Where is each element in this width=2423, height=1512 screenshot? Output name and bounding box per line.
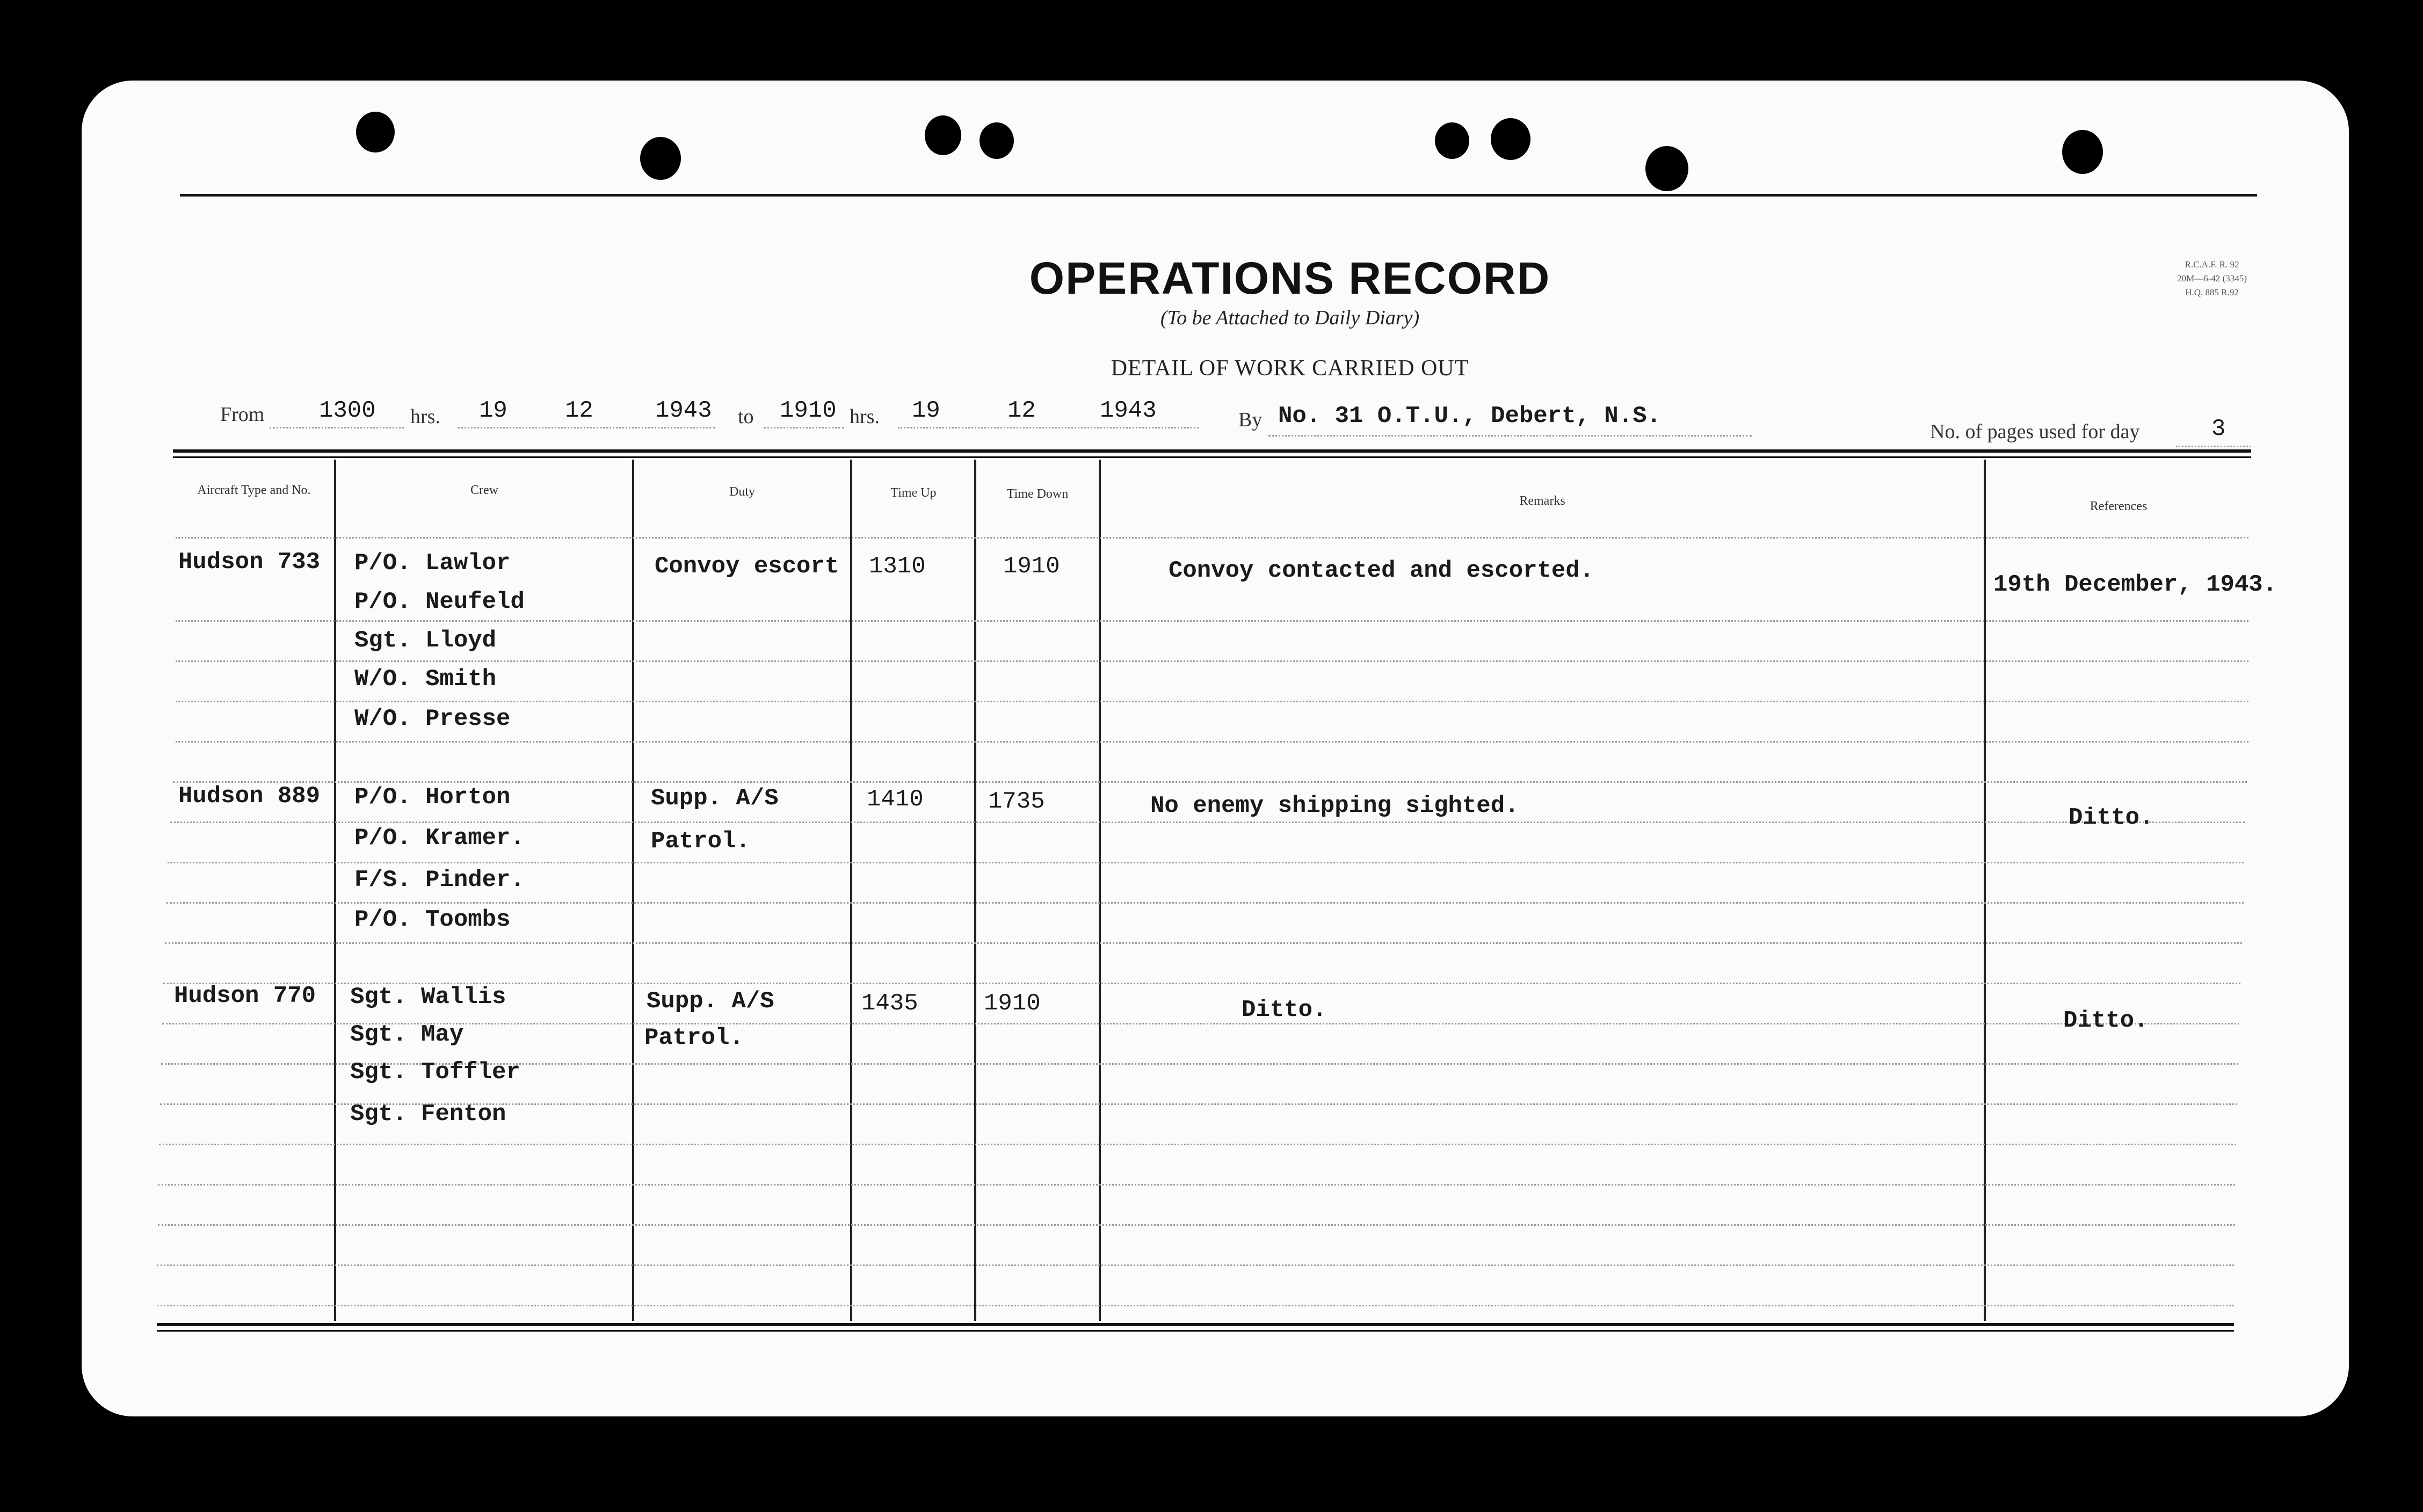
column-divider: [850, 460, 852, 1321]
column-header-crew: Crew: [470, 483, 498, 497]
entry-duty: Patrol.: [644, 1024, 744, 1051]
ruled-line: [157, 1305, 2234, 1306]
entry-crew-member: Sgt. May: [350, 1021, 464, 1048]
dotted-line: [898, 427, 1199, 428]
punch-hole: [356, 112, 395, 152]
form-code-line: H.Q. 885 R.92: [2185, 287, 2239, 297]
form-title: OPERATIONS RECORD: [1029, 253, 1551, 303]
from-day: 19: [479, 397, 507, 424]
punch-hole: [2062, 130, 2103, 174]
hrs-label: hrs.: [850, 405, 880, 428]
dotted-line: [458, 427, 715, 428]
entry-remarks: No enemy shipping sighted.: [1150, 793, 1519, 819]
entry-crew-member: F/S. Pinder.: [354, 867, 525, 893]
entry-aircraft: Hudson 889: [178, 783, 321, 810]
form-code: [2177, 258, 2247, 300]
ruled-line: [158, 1224, 2235, 1226]
punch-hole: [1645, 146, 1688, 191]
column-header-remarks: Remarks: [1519, 494, 1565, 508]
column-divider: [632, 460, 634, 1321]
entry-time-down: 1910: [984, 990, 1041, 1017]
punch-hole: [925, 115, 961, 155]
entry-duty: Supp. A/S: [651, 785, 779, 812]
entry-crew-member: Sgt. Lloyd: [354, 627, 497, 654]
ruled-line: [176, 741, 2248, 743]
ruled-line: [158, 1184, 2235, 1186]
table-bottom-rule: [157, 1323, 2234, 1326]
ruled-line: [176, 701, 2248, 702]
ruled-line: [176, 537, 2248, 539]
entry-crew-member: P/O. Kramer.: [354, 825, 525, 852]
entry-time-down: 1735: [988, 788, 1045, 815]
form-subtitle: (To be Attached to Daily Diary): [1160, 307, 1420, 329]
hrs-label: hrs.: [410, 405, 440, 428]
column-divider: [974, 460, 976, 1321]
dotted-line: [1268, 435, 1752, 437]
ruled-line: [176, 620, 2248, 622]
entry-time-up: 1435: [861, 990, 918, 1017]
entry-duty: Convoy escort: [655, 553, 839, 580]
entry-crew-member: P/O. Lawlor: [354, 550, 511, 577]
form-detail-heading: DETAIL OF WORK CARRIED OUT: [1111, 356, 1469, 381]
column-header-duty: Duty: [729, 485, 755, 499]
entry-remarks: Ditto.: [1242, 997, 1327, 1023]
form-code-line: 20M—6-42 (3345): [2177, 273, 2247, 284]
entry-duty: Supp. A/S: [647, 988, 774, 1015]
entry-reference: Ditto.: [2063, 1007, 2149, 1034]
form-code-line: R.C.A.F. R. 92: [2185, 259, 2239, 270]
ruled-line: [168, 862, 2244, 863]
top-rule: [180, 194, 2257, 197]
column-header-references: References: [2090, 499, 2148, 513]
to-month: 12: [1007, 397, 1036, 424]
column-header-time-down: Time Down: [1006, 487, 1069, 501]
ruled-line: [162, 1023, 2239, 1024]
dotted-line: [2176, 446, 2251, 447]
column-divider: [1984, 460, 1986, 1321]
entry-time-up: 1310: [869, 553, 926, 580]
dotted-line: [764, 427, 844, 428]
ruled-line: [173, 781, 2247, 783]
to-year: 1943: [1100, 397, 1157, 424]
entry-aircraft: Hudson 733: [178, 549, 321, 576]
entry-time-down: 1910: [1003, 553, 1060, 580]
entry-crew-member: Sgt. Fenton: [350, 1101, 506, 1128]
entry-reference: Ditto.: [2069, 804, 2154, 831]
ruled-line: [176, 660, 2248, 662]
ruled-line: [165, 942, 2242, 944]
entry-time-up: 1410: [867, 786, 924, 813]
entry-reference: 19th December, 1943.: [1993, 571, 2277, 598]
punch-hole: [640, 137, 681, 180]
to-label: to: [738, 405, 754, 428]
entry-duty: Patrol.: [651, 828, 750, 855]
entry-crew-member: W/O. Smith: [354, 666, 497, 693]
entry-crew-member: W/O. Presse: [354, 706, 511, 732]
entry-remarks: Convoy contacted and escorted.: [1169, 557, 1594, 584]
record-card: [82, 81, 2349, 1416]
dotted-line: [270, 427, 404, 428]
entry-crew-member: Sgt. Wallis: [350, 984, 506, 1011]
table-bottom-rule: [157, 1330, 2234, 1332]
punch-hole: [1491, 118, 1530, 160]
entry-crew-member: P/O. Neufeld: [354, 588, 525, 615]
entry-crew-member: P/O. Horton: [354, 784, 511, 811]
entry-crew-member: Sgt. Toffler: [350, 1059, 520, 1086]
from-month: 12: [565, 397, 593, 424]
punch-hole: [1435, 122, 1469, 159]
table-top-rule: [173, 449, 2251, 453]
entry-aircraft: Hudson 770: [174, 983, 316, 1009]
from-year: 1943: [655, 397, 712, 424]
ruled-line: [159, 1144, 2236, 1145]
column-header-aircraft: Aircraft Type and No.: [197, 483, 311, 497]
column-header-time-up: Time Up: [890, 486, 937, 500]
from-time: 1300: [319, 397, 376, 424]
column-divider: [334, 460, 336, 1321]
punch-hole: [980, 122, 1014, 159]
entry-crew-member: P/O. Toombs: [354, 906, 511, 933]
table-top-rule: [173, 456, 2251, 458]
column-divider: [1099, 460, 1101, 1321]
to-day: 19: [912, 397, 940, 424]
ruled-line: [157, 1264, 2234, 1266]
by-label: By: [1238, 409, 1263, 431]
ruled-line: [166, 902, 2244, 904]
unit-name: No. 31 O.T.U., Debert, N.S.: [1278, 403, 1661, 430]
from-label: From: [220, 403, 265, 426]
to-time: 1910: [780, 397, 837, 424]
pages-count: 3: [2211, 416, 2226, 442]
ruled-line: [170, 822, 2245, 823]
pages-label: No. of pages used for day: [1930, 420, 2140, 443]
